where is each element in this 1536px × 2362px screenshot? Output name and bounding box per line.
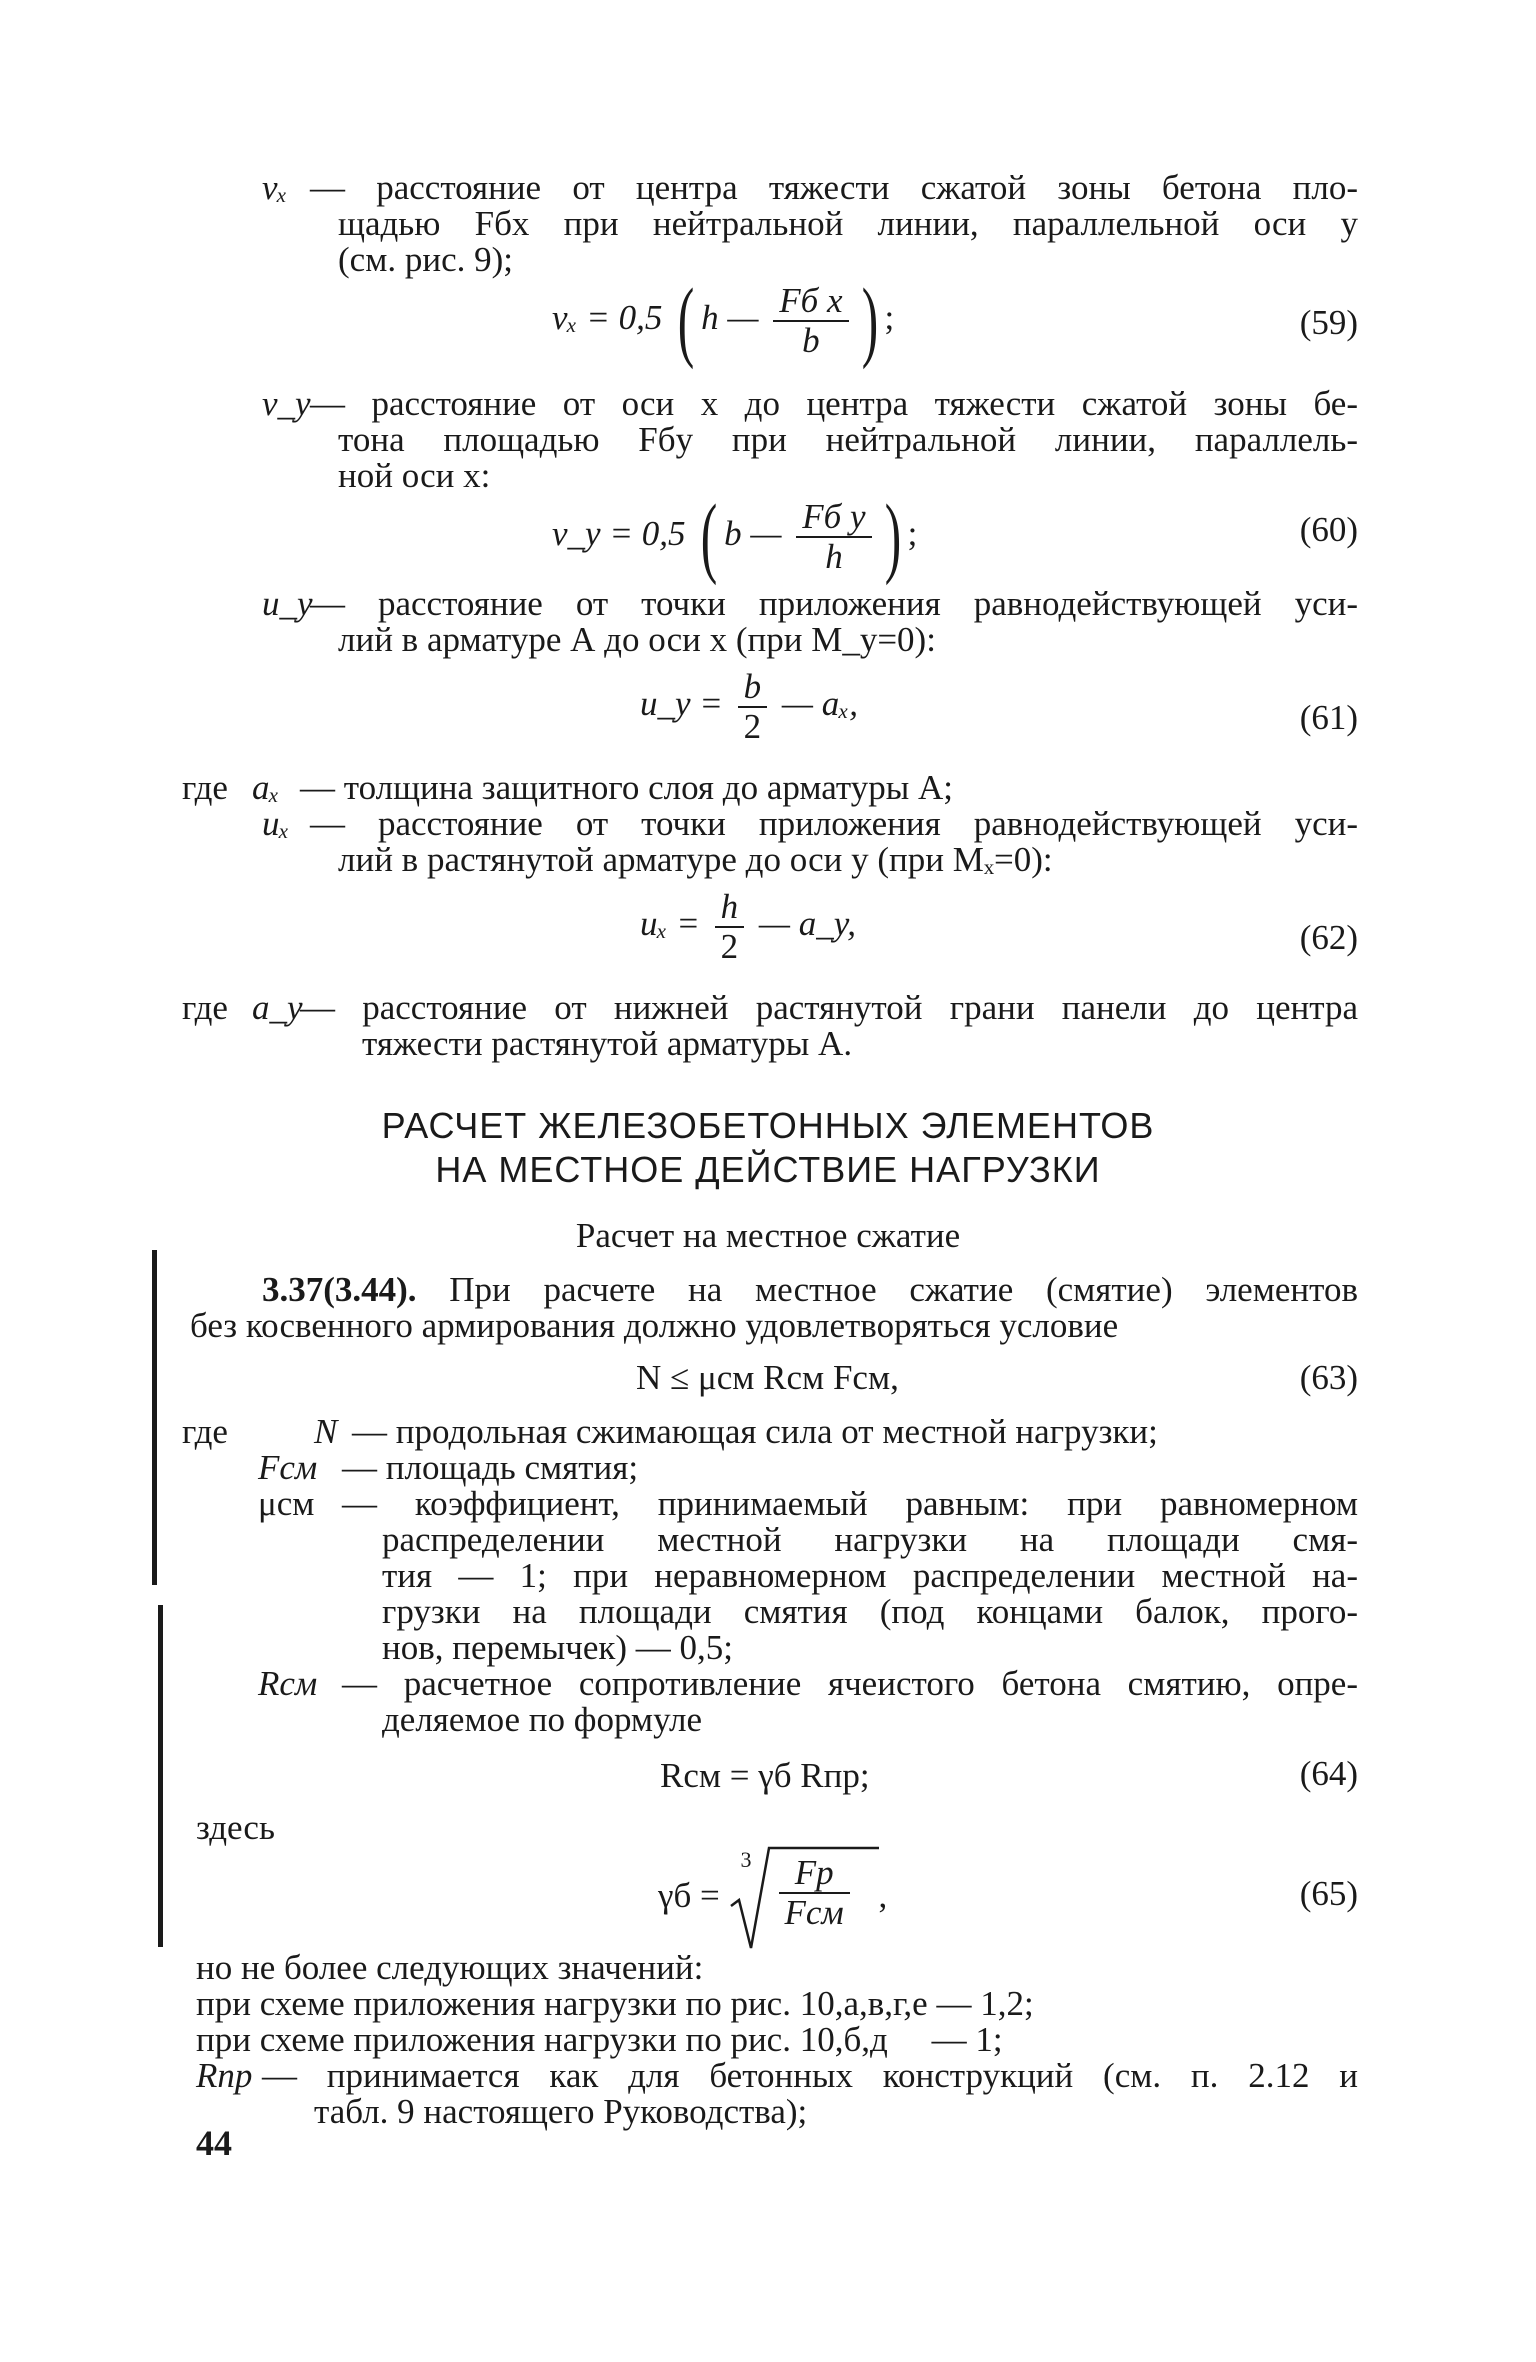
- eq60-inner: b —: [724, 514, 782, 554]
- eq64-number: (64): [1299, 1754, 1358, 1793]
- Rpr-symbol: Rпр: [196, 2056, 253, 2095]
- eq60-number: (60): [1299, 510, 1358, 549]
- eq60-lhs: v_y = 0,5: [552, 514, 686, 554]
- N-def: — продольная сжимающая сила от местной нагрузки;: [352, 1412, 1158, 1451]
- N-symbol: N: [314, 1412, 338, 1451]
- eq65-lhs: γб =: [658, 1876, 720, 1916]
- vy-symbol: v_y: [262, 384, 311, 423]
- eq65-number: (65): [1299, 1874, 1358, 1913]
- equation-61: [640, 668, 858, 746]
- mu-def-line4: грузки на площади смятия (под концами балок, прого-: [382, 1592, 1358, 1631]
- eq65-fraction: [779, 1854, 850, 1932]
- eq65-den: Fсм: [784, 1893, 844, 1932]
- tail-line4: — принимается как для бетонных конструкций (см. п. 2.12 и: [262, 2056, 1358, 2095]
- ax-prefix: где: [182, 768, 228, 807]
- para-337-number: 3.37(3.44).: [262, 1270, 417, 1309]
- equation-65: [658, 1844, 887, 1954]
- ux-def-line1: — расстояние от точки приложения равнодействующей уси-: [310, 804, 1358, 843]
- cube-root: [729, 1844, 879, 1954]
- eq61-fraction: [738, 668, 768, 746]
- left-paren-icon: (: [700, 487, 718, 586]
- eq60-den: h: [825, 537, 843, 576]
- tail-line3: при схеме приложения нагрузки по рис. 10,б,д — 1;: [196, 2020, 1003, 2059]
- vy-def-line2: тона площадью Fбy при нейтральной линии, параллель-: [338, 420, 1358, 459]
- eq60-num: Fб y: [796, 498, 871, 538]
- mu-def-line3: тия — 1; при неравномерном распределении местной на-: [382, 1556, 1358, 1595]
- vy-def-line1: — расстояние от оси x до центра тяжести сжатой зоны бе-: [310, 384, 1358, 423]
- eq59-tail: ;: [884, 298, 895, 338]
- left-paren-icon: (: [677, 271, 695, 370]
- mu-def-line1: — коэффициент, принимаемый равным: при равномерном: [342, 1484, 1358, 1523]
- eq59-num: Fб x: [773, 282, 848, 322]
- R-def-line1: — расчетное сопротивление ячеистого бетона смятию, опре-: [342, 1664, 1358, 1703]
- para-337-line1: [262, 1272, 1358, 1308]
- section-heading-line1: РАСЧЕТ ЖЕЛЕЗОБЕТОННЫХ ЭЛЕМЕНТОВ: [381, 1105, 1155, 1146]
- eq62-den: 2: [720, 927, 739, 966]
- tail-line2: при схеме приложения нагрузки по рис. 10,а,в,г,е — 1,2;: [196, 1984, 1034, 2023]
- tail-line1: но не более следующих значений:: [196, 1948, 704, 1987]
- mu-def-line2: распределении местной нагрузки на площади смя-: [382, 1520, 1358, 1559]
- mu-symbol: μсм: [258, 1484, 315, 1523]
- ux-symbol: uₓ: [262, 804, 290, 843]
- equation-63: N ≤ μсм Rсм Fсм,: [636, 1358, 899, 1397]
- ay-def-line1: — расстояние от нижней растянутой грани панели до центра: [300, 988, 1358, 1027]
- vx-symbol: vₓ: [262, 168, 288, 207]
- eq62-tail: — a_y,: [758, 904, 857, 944]
- where-prefix: где: [182, 1412, 228, 1451]
- eq65-tail: ,: [878, 1876, 888, 1916]
- tail-line5: табл. 9 настоящего Руководства);: [314, 2092, 808, 2131]
- eq61-den: 2: [743, 707, 762, 746]
- uy-symbol: u_y: [262, 584, 313, 623]
- eq65-num: Fр: [779, 1854, 850, 1894]
- F-symbol: Fсм: [258, 1448, 318, 1487]
- margin-bar-bottom: [158, 1605, 163, 1947]
- equation-59: [552, 271, 895, 370]
- eq59-number: (59): [1299, 303, 1358, 342]
- R-symbol: Rсм: [258, 1664, 318, 1703]
- F-def: — площадь смятия;: [342, 1448, 639, 1487]
- eq61-num: b: [738, 668, 768, 708]
- equation-62: [640, 888, 856, 966]
- R-def-line2: деляемое по формуле: [382, 1700, 703, 1739]
- eq61-tail: — aₓ,: [781, 684, 858, 724]
- page-number: 44: [196, 2123, 232, 2163]
- eq59-inner: h —: [701, 298, 759, 338]
- para-337-text: При расчете на местное сжатие (смятие) элементов: [449, 1270, 1358, 1309]
- zdes-label: здесь: [196, 1808, 275, 1847]
- eq62-num: h: [715, 888, 745, 928]
- equation-64: Rсм = γб Rпр;: [660, 1756, 870, 1795]
- ay-def-line2: тяжести растянутой арматуры A.: [362, 1024, 853, 1063]
- eq62-lhs: uₓ =: [640, 904, 700, 944]
- eq60-fraction: [796, 498, 871, 576]
- eq60-tail: ;: [907, 514, 918, 554]
- eq59-fraction: [773, 282, 848, 360]
- vx-def-line2: щадью Fбx при нейтральной линии, параллельной оси y: [338, 204, 1358, 243]
- section-heading-line2: НА МЕСТНОЕ ДЕЙСТВИЕ НАГРУЗКИ: [435, 1149, 1101, 1190]
- ax-def: — толщина защитного слоя до арматуры A;: [300, 768, 953, 807]
- uy-def-line1: — расстояние от точки приложения равнодействующей уси-: [310, 584, 1358, 623]
- para-337-line2: без косвенного армирования должно удовлетворяться условие: [190, 1306, 1119, 1345]
- vx-def-line1: — расстояние от центра тяжести сжатой зоны бетона пло-: [310, 168, 1358, 207]
- eq61-lhs: u_y =: [640, 684, 723, 724]
- mu-def-line5: нов, перемычек) — 0,5;: [382, 1628, 733, 1667]
- ay-symbol: a_y: [252, 988, 303, 1027]
- ay-prefix: где: [182, 988, 228, 1027]
- root-index: 3: [740, 1847, 752, 1872]
- equation-60: [552, 487, 918, 586]
- subheading: Расчет на местное сжатие: [575, 1216, 961, 1255]
- margin-bar-top: [152, 1250, 157, 1585]
- ux-def-line2: лий в растянутой арматуре до оси y (при Mₓ=0):: [338, 840, 1053, 879]
- eq61-number: (61): [1299, 698, 1358, 737]
- vy-def-line3: ной оси x:: [338, 456, 491, 495]
- eq59-lhs: vₓ = 0,5: [552, 298, 663, 338]
- eq63-number: (63): [1299, 1358, 1358, 1397]
- ax-symbol: aₓ: [252, 768, 280, 807]
- eq62-fraction: [715, 888, 745, 966]
- eq59-den: b: [802, 321, 820, 360]
- right-paren-icon: ): [861, 271, 878, 370]
- eq62-number: (62): [1299, 918, 1358, 957]
- uy-def-line2: лий в арматуре А до оси x (при M_y=0):: [338, 620, 936, 659]
- vx-def-line3: (см. рис. 9);: [338, 240, 513, 279]
- right-paren-icon: ): [884, 487, 901, 586]
